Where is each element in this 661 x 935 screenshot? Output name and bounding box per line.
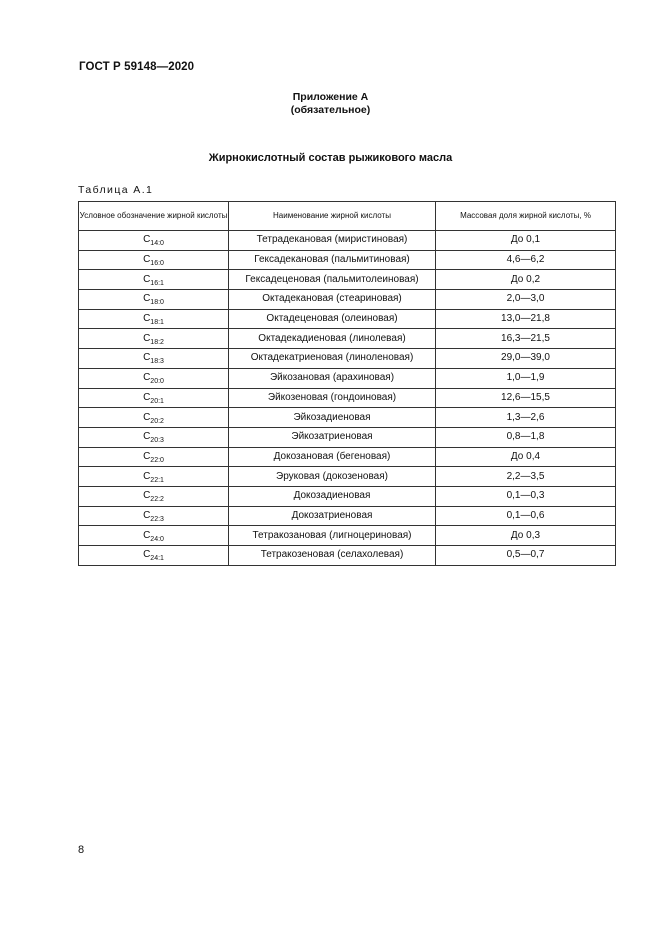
- code-subscript: 16:1: [150, 279, 164, 287]
- table-row: [79, 329, 616, 349]
- mass-fraction: До 0,1: [436, 231, 616, 251]
- fatty-acid-name: Октадекатриеновая (линоленовая): [229, 349, 436, 369]
- code-base: C: [143, 372, 151, 384]
- fatty-acid-code: [79, 546, 229, 566]
- fatty-acid-code: [79, 388, 229, 408]
- code-subscript: 18:0: [150, 299, 164, 307]
- fatty-acid-code: [79, 329, 229, 349]
- fatty-acid-name: Тетрадекановая (миристиновая): [229, 231, 436, 251]
- fatty-acid-code: [79, 506, 229, 526]
- appendix-title: Приложение А: [292, 91, 369, 103]
- mass-fraction: До 0,4: [436, 447, 616, 467]
- fatty-acid-code: [79, 486, 229, 506]
- mass-fraction: 2,2—3,5: [436, 467, 616, 487]
- code-base: C: [143, 529, 151, 541]
- code-base: C: [143, 391, 151, 403]
- fatty-acid-code: [79, 526, 229, 546]
- fatty-acid-code: [79, 309, 229, 329]
- fatty-acid-name: Эйкозановая (арахиновая): [229, 368, 436, 388]
- code-base: C: [143, 411, 151, 423]
- code-base: C: [143, 450, 151, 462]
- fatty-acid-name: Эйкозатриеновая: [229, 427, 436, 447]
- code-base: C: [143, 234, 151, 246]
- fatty-acid-code: [79, 467, 229, 487]
- table-body: [79, 231, 616, 566]
- table-row: [79, 447, 616, 467]
- fatty-acid-code: [79, 270, 229, 290]
- code-subscript: 22:3: [150, 515, 164, 523]
- mass-fraction: 0,5—0,7: [436, 546, 616, 566]
- header-name: Наименование жирной кислоты: [229, 202, 436, 231]
- table-row: [79, 427, 616, 447]
- table-row: [79, 506, 616, 526]
- code-subscript: 18:2: [150, 338, 164, 346]
- fatty-acid-table: [78, 201, 616, 566]
- table-row: [79, 231, 616, 251]
- fatty-acid-code: [79, 250, 229, 270]
- fatty-acid-name: Октадекановая (стеариновая): [229, 290, 436, 310]
- fatty-acid-code: [79, 427, 229, 447]
- fatty-acid-code: [79, 349, 229, 369]
- mass-fraction: 1,0—1,9: [436, 368, 616, 388]
- table-caption: Таблица А.1: [78, 184, 154, 196]
- mass-fraction: 16,3—21,5: [436, 329, 616, 349]
- fatty-acid-name: Докозановая (бегеновая): [229, 447, 436, 467]
- code-base: C: [143, 254, 151, 266]
- code-base: C: [143, 293, 151, 305]
- code-base: C: [143, 273, 151, 285]
- mass-fraction: 13,0—21,8: [436, 309, 616, 329]
- code-subscript: 22:1: [150, 476, 164, 484]
- fatty-acid-code: [79, 290, 229, 310]
- code-subscript: 18:3: [150, 358, 164, 366]
- fatty-acid-name: Эйкозеновая (гондоиновая): [229, 388, 436, 408]
- code-base: C: [143, 431, 151, 443]
- fatty-acid-name: Гексадекановая (пальмитиновая): [229, 250, 436, 270]
- mass-fraction: 29,0—39,0: [436, 349, 616, 369]
- code-subscript: 20:1: [150, 397, 164, 405]
- header-code: Условное обозначение жирной кислоты: [79, 202, 229, 231]
- fatty-acid-name: Эйкозадиеновая: [229, 408, 436, 428]
- table-row: [79, 290, 616, 310]
- code-subscript: 16:0: [150, 260, 164, 268]
- fatty-acid-name: Октадеценовая (олеиновая): [229, 309, 436, 329]
- fatty-acid-name: Гексадеценовая (пальмитолеиновая): [229, 270, 436, 290]
- code-subscript: 22:2: [150, 496, 164, 504]
- code-subscript: 18:1: [150, 319, 164, 327]
- mass-fraction: 12,6—15,5: [436, 388, 616, 408]
- table-row: [79, 408, 616, 428]
- fatty-acid-name: Тетракозановая (лигноцериновая): [229, 526, 436, 546]
- code-subscript: 14:0: [150, 240, 164, 248]
- table-row: [79, 270, 616, 290]
- code-base: C: [143, 490, 151, 502]
- fatty-acid-code: [79, 231, 229, 251]
- code-base: C: [143, 352, 151, 364]
- mass-fraction: До 0,3: [436, 526, 616, 546]
- code-base: C: [143, 332, 151, 344]
- table-row: [79, 467, 616, 487]
- code-base: C: [143, 470, 151, 482]
- page-number: 8: [78, 844, 85, 856]
- code-subscript: 20:2: [150, 417, 164, 425]
- mass-fraction: 0,1—0,3: [436, 486, 616, 506]
- code-subscript: 20:0: [150, 378, 164, 386]
- fatty-acid-name: Докозатриеновая: [229, 506, 436, 526]
- document-code: ГОСТ Р 59148—2020: [79, 61, 195, 73]
- fatty-acid-code: [79, 408, 229, 428]
- fatty-acid-name: Тетракозеновая (селахолевая): [229, 546, 436, 566]
- mass-fraction: До 0,2: [436, 270, 616, 290]
- table-row: [79, 309, 616, 329]
- table-row: [79, 486, 616, 506]
- mass-fraction: 0,1—0,6: [436, 506, 616, 526]
- mass-fraction: 1,3—2,6: [436, 408, 616, 428]
- section-title: Жирнокислотный состав рыжикового масла: [208, 152, 453, 164]
- table-row: [79, 546, 616, 566]
- table-header-row: [79, 202, 616, 231]
- table-row: [79, 349, 616, 369]
- code-subscript: 22:0: [150, 456, 164, 464]
- mass-fraction: 0,8—1,8: [436, 427, 616, 447]
- mass-fraction: 2,0—3,0: [436, 290, 616, 310]
- fatty-acid-name: Октадекадиеновая (линолевая): [229, 329, 436, 349]
- code-base: C: [143, 549, 151, 561]
- mass-fraction: 4,6—6,2: [436, 250, 616, 270]
- code-subscript: 24:1: [150, 555, 164, 563]
- header-value: Массовая доля жирной кислоты, %: [436, 202, 616, 231]
- table-row: [79, 250, 616, 270]
- table-row: [79, 526, 616, 546]
- code-subscript: 20:3: [150, 437, 164, 445]
- table-row: [79, 388, 616, 408]
- fatty-acid-code: [79, 447, 229, 467]
- table-row: [79, 368, 616, 388]
- fatty-acid-name: Эруковая (докозеновая): [229, 467, 436, 487]
- code-base: C: [143, 313, 151, 325]
- fatty-acid-code: [79, 368, 229, 388]
- code-base: C: [143, 509, 151, 521]
- fatty-acid-name: Докозадиеновая: [229, 486, 436, 506]
- appendix-subtitle: (обязательное): [290, 104, 371, 116]
- code-subscript: 24:0: [150, 535, 164, 543]
